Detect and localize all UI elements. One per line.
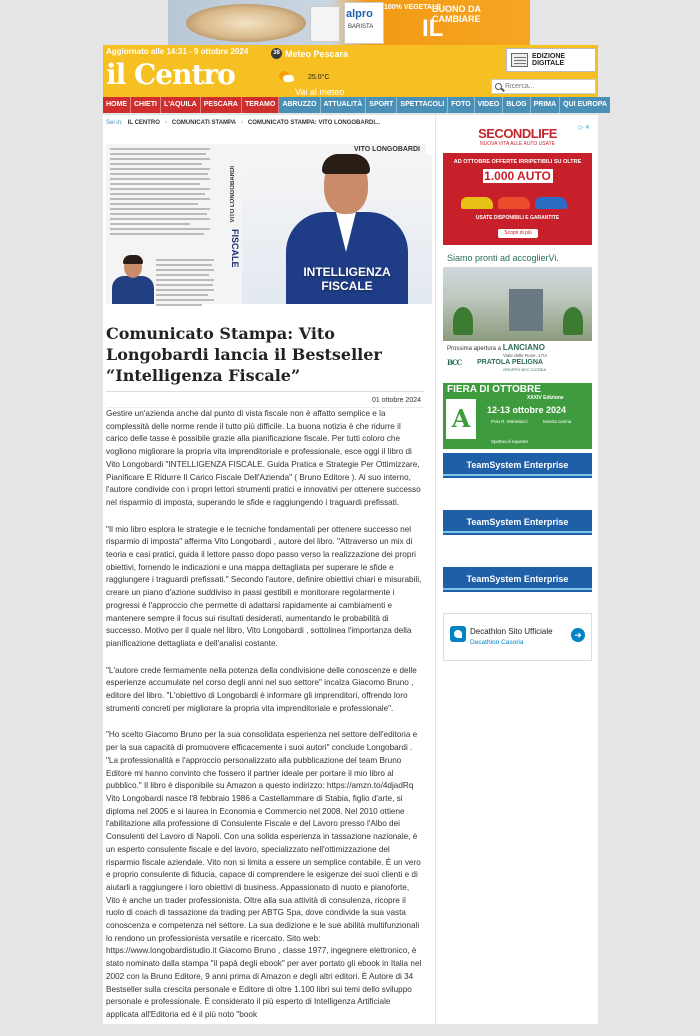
breadcrumb-item-current: COMUNICATO STAMPA: VITO LONGOBARDI... xyxy=(247,120,381,126)
article-column xyxy=(103,115,435,1024)
weather-city-link[interactable] xyxy=(271,48,348,59)
top-banner-ad[interactable] xyxy=(168,0,530,45)
ad-decathlon-sub: Decathlon Casoria xyxy=(470,639,524,646)
nav-item-sport[interactable]: SPORT xyxy=(366,97,397,113)
ad-secondlife-brand: SECONDLIFE xyxy=(478,126,557,141)
ad-secondlife-offer: AD OTTOBRE OFFERTE IRRIPETIBILI SU OLTRE xyxy=(453,159,582,165)
ad-teamsystem-label: TeamSystem Enterprise xyxy=(466,517,569,527)
ad-fiera-small3: Spettacoli equestri xyxy=(491,439,529,444)
ad-bcc-logo: BCC xyxy=(447,358,462,367)
breadcrumb-item-section[interactable]: COMUNICATI STAMPA xyxy=(171,120,236,126)
ad-promo-line1: BUONO DA CAMBIARE xyxy=(432,4,481,24)
ad-teamsystem-2[interactable] xyxy=(443,510,592,535)
ad-brand: alpro xyxy=(346,8,373,20)
adchoices-icon[interactable]: ▷ ✕ xyxy=(578,125,590,131)
breadcrumb-item-home[interactable]: IL CENTRO xyxy=(127,120,160,126)
site-logo[interactable]: il Centro xyxy=(106,58,235,91)
ad-bcc-city: LANCIANO xyxy=(502,343,545,352)
partly-sunny-icon xyxy=(279,71,294,83)
hero-author-name: VITO LONGOBARDI xyxy=(354,146,420,153)
car-icon xyxy=(535,197,567,209)
ad-fiera-small1: Polo R. Martelacci xyxy=(491,419,528,424)
digital-edition-button[interactable] xyxy=(506,48,596,72)
site-header xyxy=(103,45,598,97)
arrow-right-icon[interactable]: ➜ xyxy=(571,628,585,642)
ad-secondlife-usate: USATE DISPONIBILI E GARANTITE xyxy=(475,215,560,221)
fiera-logo-icon: A xyxy=(446,399,476,439)
ad-secondlife[interactable] xyxy=(443,123,592,255)
article-paragraph: "Il mio libro esplora le strategie e le tecniche fondamentali per ottenere successo nel risparmio di imposta" afferma Vito Longobardi , autore del libro. "Attraverso un mix di teoria e casi pratici, guida il lettore passo dopo passo verso la realizzazione dei propri obiettivi, fornendo le indicazioni e una mappa dettagliata per superare le sfide e raggiungere i traguardi prefissati." Secondo l'autore, definire obiettivi chiari e misurabili, creare un piano d'azione suddiviso in passi gestibili e monitorare regolarmente i progressi è l'approccio che permette di adattarsi rapidamente ai cambiamenti e mantenere sempre il focus sui risultati desiderati, aumentando le probabilità di successo. Motivo per il quale nel libro, Vito Longobardi , sottolinea l'importanza della pianificazione dettagliata e dell'analisi costante. xyxy=(106,524,422,648)
breadcrumb-arrow-icon: › xyxy=(164,120,167,126)
ad-teamsystem-stripe xyxy=(443,531,592,533)
ad-bcc-opening xyxy=(447,343,545,352)
ad-secondlife-panel xyxy=(443,153,592,245)
article-paragraph: "Ho scelto Giacomo Bruno per la sua consolidata esperienza nel settore dell'editoria e per la sua capacità di promuovere efficacemente i suoi autori" conclude Longobardi . "La professionalità e l'approccio personalizzato alla pubblicazione del team Bruno Editore mi hanno convinto che fossero il partner ideale per portare il mio libro al pubblico." Il libro è disponibile su Amazon a questo indirizzo: https://amzn.to/4djadRq Vito Longobardi nasce l'8 febbraio 1986 a Castellammare di Stabia, figlio d'arte, si diploma nel 2005 e si laurea in Economia e Commercio nel 2008. Nel 2010 ottiene l'abilitazione alla professione di Consulente Fiscale e del Lavoro presso l'Albo dei Consulenti del Lavoro di Napoli. Con una solida esperienza in tassazione nazionale, è un esperto consulente fiscale e del lavoro, specializzato nell'ottimizzazione del risparmio fiscale aziendale. Vito non si limita a essere un semplice contabile. È un vero e proprio consulente di fiducia, capace di comprendere le esigenze dei suoi clienti e di aiutarli a raggiungere i loro obiettivi di business. Appassionato di nuoto e pianoforte, Vito è anche un trader professionista. Oltre alla sua attività di consulenza, ricopre il ruolo di coach di tassazione da trading per ABTG Spa, dove condivide la sua vasta conoscenza e competenza nel settore. La sua dedizione e le sue abilità multifunzionali lo rendono un professionista versatile e ricercato. Sito web: https://www.longobardistudio.it Giacomo Bruno , classe 1977, ingegnere elettronico, è stato nominato dalla stampa "il papà degli ebook" per aver portato gli ebook in Italia nel 2002 con la Bruno Editore, 9 anni prima di Amazon e degli altri editori. È Autore di 34 Bestseller sulla crescita personale e Editore di oltre 1.100 libri sui temi dello sviluppo personale e professionale. È considerato il più esperto di Intelligenza Artificiale applicata all'Editoria ed è il più noto "book xyxy=(106,730,422,1019)
ad-fiera-small2: Mostra canina xyxy=(543,419,572,424)
article-paragraph: Gestire un'azienda anche dal punto di vista fiscale non è affatto semplice e la complessità delle norme rende il tutto più difficile. La buona notizia è che ridurre il carico delle tasse è possibile grazie alla pianificazione fiscale. Per tutti coloro che vogliono migliorare la propria vita imprenditoriale e professionale, esce oggi il libro di Vito Longobardi "INTELLIGENZA FISCALE. Guida Pratica e Strategie Per Ottimizzare, Pianificare E Ridurre Il Carico Fiscale Dell'Azienda" ( Bruno Editore ). Al suo interno, l'autore condivide con i propri lettori strumenti pratici e innovativi per ottenere successo nel risparmio di imposta, superando le sfide e raggiungendo i traguardi prefissati. xyxy=(106,409,421,507)
ad-food-image xyxy=(186,4,306,42)
ad-secondlife-tagline: NUOVA VITA ALLE AUTO USATE xyxy=(480,141,555,147)
hero-book-title: INTELLIGENZA FISCALE xyxy=(303,265,391,293)
article-title: Comunicato Stampa: Vito Longobardi lancia il Bestseller “Intelligenza Fiscale” xyxy=(106,324,382,385)
ad-bcc-logo-name: PRATOLA PELIGNA xyxy=(477,359,543,366)
article-body xyxy=(106,408,424,1036)
nav-item-blog[interactable]: BLOG xyxy=(503,97,530,113)
hero-text-block-2 xyxy=(156,259,214,309)
nav-item-prima[interactable]: PRIMA xyxy=(531,97,561,113)
ad-teamsystem-1[interactable] xyxy=(443,453,592,478)
ad-bcc-photo xyxy=(443,267,592,341)
car-icon xyxy=(498,197,530,209)
search-input[interactable] xyxy=(505,83,590,90)
ad-bcc-opening-label: Prossima apertura a xyxy=(447,346,502,352)
ad-brand-sub: BARISTA xyxy=(348,24,374,30)
search-box xyxy=(491,79,596,94)
breadcrumb xyxy=(106,120,380,126)
nav-item-attualita[interactable]: ATTUALITÀ xyxy=(321,97,367,113)
divider xyxy=(106,391,424,392)
ad-fiera-edition: XXXIV Edizione xyxy=(527,395,564,401)
article-hero-image xyxy=(106,144,426,304)
sidebar xyxy=(436,115,598,1024)
ad-teamsystem-label: TeamSystem Enterprise xyxy=(466,574,569,584)
ad-decathlon-title: Decathlon Sito Ufficiale xyxy=(470,627,553,636)
ad-fiera[interactable] xyxy=(443,383,592,449)
breadcrumb-arrow-icon: › xyxy=(240,120,243,126)
ad-teamsystem-stripe xyxy=(443,474,592,476)
weather-badge-icon: 38 xyxy=(271,48,282,59)
map-pin-icon xyxy=(450,626,466,642)
hero-vertical-label: VITO LONGOBARDI xyxy=(230,166,236,223)
nav-item-spettacoli[interactable]: SPETTACOLI xyxy=(397,97,448,113)
nav-item-abruzzo[interactable]: ABRUZZO xyxy=(279,97,320,113)
newspaper-icon xyxy=(511,53,528,67)
author-photo-small xyxy=(112,256,152,304)
nav-item-pescara[interactable]: PESCARA xyxy=(201,97,242,113)
temperature: 25.0°C xyxy=(308,74,330,81)
ad-decathlon[interactable] xyxy=(443,613,592,661)
ad-bcc-title: Siamo pronti ad accoglierVi. xyxy=(447,253,559,263)
nav-item-video[interactable]: VIDEO xyxy=(475,97,504,113)
search-icon[interactable] xyxy=(495,83,502,90)
ad-fiera-title: FIERA DI OTTOBRE xyxy=(447,384,541,395)
ad-bcc-group: GRUPPO BCC ICCREA xyxy=(503,367,547,372)
ad-fiera-dates: 12-13 ottobre 2024 xyxy=(487,405,567,415)
nav-item-foto[interactable]: FOTO xyxy=(448,97,474,113)
digital-edition-label: EDIZIONE DIGITALE xyxy=(532,53,566,67)
ad-teamsystem-3[interactable] xyxy=(443,567,592,592)
ad-bcc-address: Viale delle Rose, 17/A xyxy=(503,353,548,358)
main-nav xyxy=(103,97,607,113)
ad-product-pack xyxy=(310,6,340,42)
article-paragraph: "L'autore crede fermamente nella potenza della condivisione delle conoscenze e delle esperienze accumulate nel corso degli anni nel suo settore" incalza Giacomo Bruno , editore del libro. "L'obiettivo di Longobardi è informare gli imprenditori, offrendo loro strumenti concreti per migliorare la propria vita imprenditoriale e professionale". xyxy=(106,665,417,713)
weather-link[interactable]: Vai al meteo xyxy=(295,87,345,97)
ad-teamsystem-label: TeamSystem Enterprise xyxy=(466,460,569,470)
ad-promo-line2: IL xyxy=(422,15,443,42)
last-updated: Aggiornato alle 14:31 - 9 ottobre 2024 xyxy=(106,47,249,56)
ad-bcc[interactable] xyxy=(443,251,592,373)
ad-secondlife-count: 1.000 AUTO xyxy=(484,169,551,183)
nav-item-chieti[interactable]: CHIETI xyxy=(131,97,161,113)
ad-secondlife-cta[interactable]: Scopri di più xyxy=(498,229,538,238)
weather-city: Meteo Pescara xyxy=(285,48,349,59)
ad-veg: 100% VEGETALE xyxy=(384,4,442,11)
car-icon xyxy=(461,197,493,209)
hero-text-block xyxy=(110,148,210,238)
breadcrumb-prefix: Sei in: xyxy=(106,120,123,126)
hero-vertical-title: FISCALE xyxy=(230,229,240,268)
nav-item-qui-europa[interactable]: QUI EUROPA xyxy=(560,97,610,113)
nav-item-home[interactable]: HOME xyxy=(103,97,131,113)
nav-item-teramo[interactable]: TERAMO xyxy=(242,97,279,113)
ad-teamsystem-stripe xyxy=(443,588,592,590)
article-date: 01 ottobre 2024 xyxy=(371,397,421,404)
nav-item-laquila[interactable]: L'AQUILA xyxy=(161,97,201,113)
